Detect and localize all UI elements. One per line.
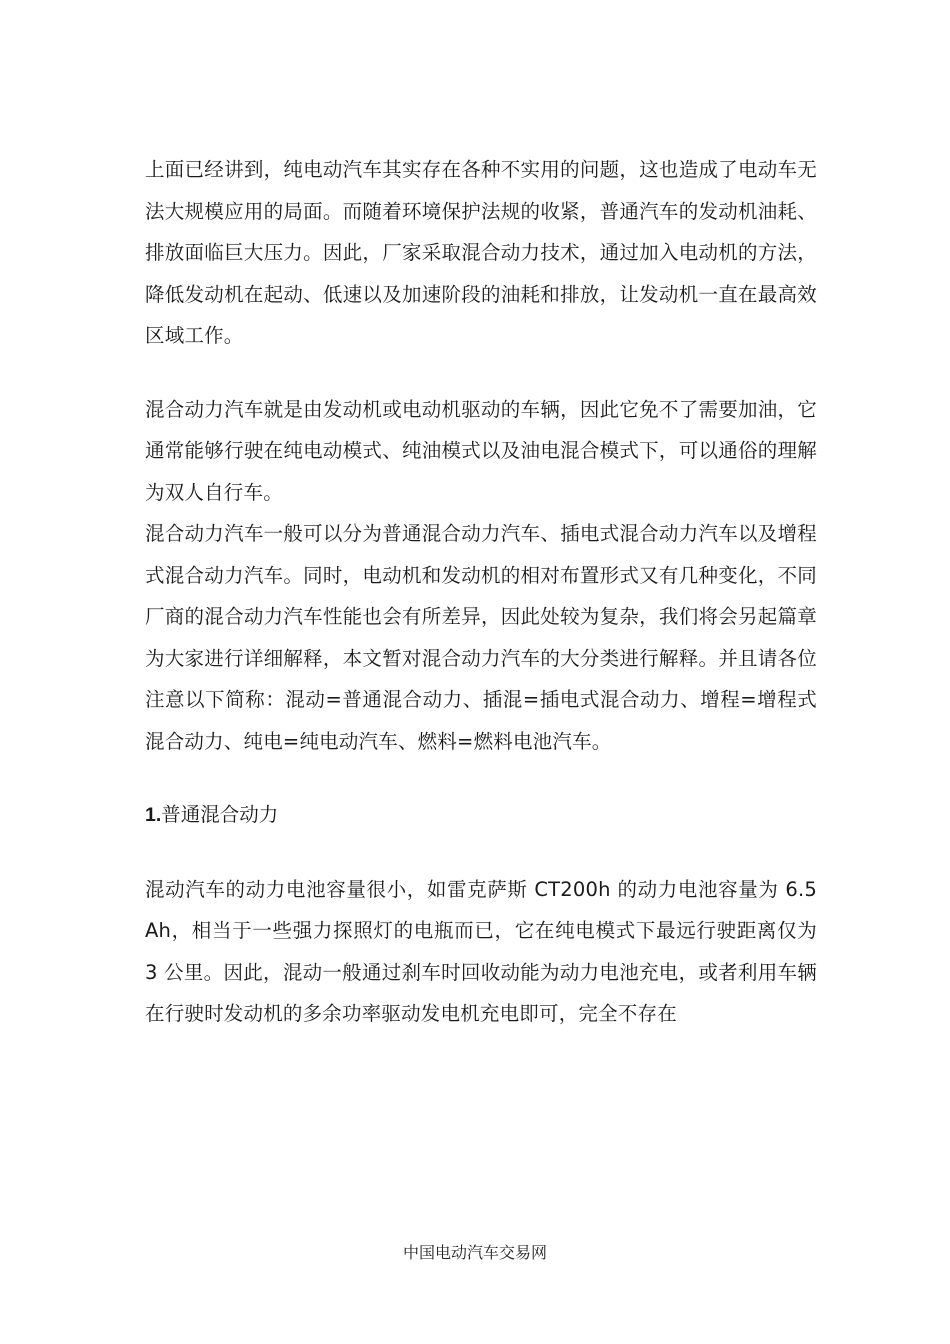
section-heading	[145, 794, 817, 837]
paragraph-definition: 混合动力汽车就是由发动机或电动机驱动的车辆，因此它免不了需要加油，它通常能够行驶在纯电动模式、纯油模式以及油电混合模式下，可以通俗的理解为双人自行车。	[145, 397, 817, 504]
section-heading-number: 1.	[145, 804, 162, 826]
paragraph-hybrid: 混动汽车的动力电池容量很小，如雷克萨斯 CT200h 的动力电池容量为 6.5Ah，相当于一些强力探照灯的电瓶而已，它在纯电模式下最远行驶距离仅为 3 公里。因此，混动一般通过刹车时回收动能为动力电池充电，或者利用车辆在行驶时发动机的多余功率驱动发电机充电即可，完全不存在	[145, 877, 817, 1025]
page-footer: 中国电动汽车交易网	[402, 1243, 547, 1262]
paragraph-spacer	[145, 837, 817, 869]
paragraph-classification: 混合动力汽车一般可以分为普通混合动力汽车、插电式混合动力汽车以及增程式混合动力汽车。同时，电动机和发动机的相对布置形式又有几种变化，不同厂商的混合动力汽车性能也会有所差异，因此处较为复杂，我们将会另起篇章为大家进行详细解释，本文暂对混合动力汽车的大分类进行解释。并且请各位注意以下简称：混动=普通混合动力、插混=插电式混合动力、增程=增程式混合动力、纯电=纯电动汽车、燃料=燃料电池汽车。	[145, 522, 817, 753]
section-heading-text: 普通混合动力	[161, 803, 279, 826]
paragraph-spacer	[145, 762, 817, 794]
document-body	[145, 149, 817, 1035]
paragraph-spacer	[145, 357, 817, 389]
paragraph-intro: 上面已经讲到，纯电动汽车其实存在各种不实用的问题，这也造成了电动车无法大规模应用的局面。而随着环境保护法规的收紧，普通汽车的发动机油耗、排放面临巨大压力。因此，厂家采取混合动力技术，通过加入电动机的方法，降低发动机在起动、低速以及加速阶段的油耗和排放，让发动机一直在最高效区域工作。	[145, 158, 817, 347]
